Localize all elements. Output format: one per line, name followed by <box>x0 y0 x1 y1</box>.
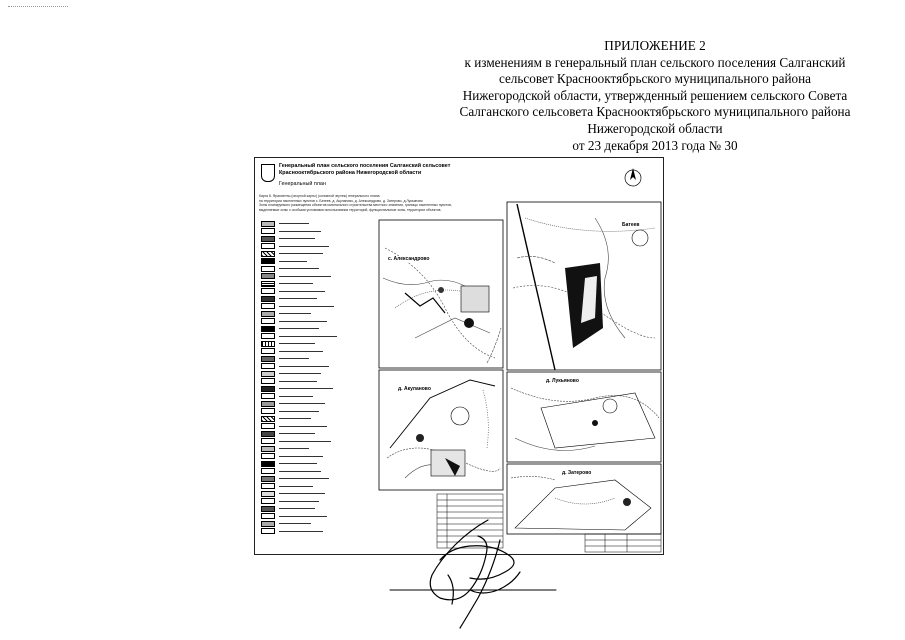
north-arrow-icon <box>625 168 641 186</box>
appendix-header <box>430 38 880 154</box>
appendix-line: Нижегородской области <box>587 120 723 136</box>
map-fragment-lukyanovo <box>507 372 661 462</box>
sheet-title: Генеральный план сельского поселения Салганский сельсовет Краснооктябрьского района Нижегородской области Генеральный план <box>279 163 451 187</box>
map-label-aleksandrovo: с. Александрово <box>388 256 430 262</box>
sheet-caption: Карта 8. Фрагменты (опорной карты) (основной чертеж) генерального плана на территории населенных пунктов с. Батеев, д. Акуланово, д. Александрово, д. Затерово, д.Лукьяново Зоны планируемого размещения объектов капитального строительства местного значения, границы населенных пунктов, выделяемые зоны с особыми условиями использования территорий, функциональные зоны, территории объектов. <box>259 194 452 212</box>
appendix-title: ПРИЛОЖЕНИЕ 2 <box>604 38 706 53</box>
map-label-akulanovo: д. Акуланово <box>398 386 431 392</box>
scan-mark <box>8 6 68 8</box>
appendix-line: Нижегородской области, утвержденный решением сельского Совета <box>462 87 848 103</box>
map-label-zaterovo: д. Затерово <box>562 470 592 476</box>
appendix-date: от 23 декабря 2013 года № 30 <box>572 137 738 153</box>
appendix-line: Салганского сельсовета Краснооктябрьского муниципального района <box>459 104 851 120</box>
title-block-stamp <box>585 534 661 552</box>
sheet-subtitle: Генеральный план <box>279 181 326 187</box>
map-label-bateev: Батеев <box>622 222 640 228</box>
appendix-line: к изменениям в генеральный план сельского поселения Салганский <box>464 54 846 70</box>
explication-table <box>437 494 503 548</box>
map-fragment-aleksandrovo <box>379 220 503 368</box>
map-label-lukyanovo: д. Лукьяново <box>546 378 579 384</box>
appendix-line: сельсовет Краснооктябрьского муниципального района <box>498 71 812 87</box>
map-fragments <box>255 158 663 554</box>
map-sheet <box>254 157 664 555</box>
